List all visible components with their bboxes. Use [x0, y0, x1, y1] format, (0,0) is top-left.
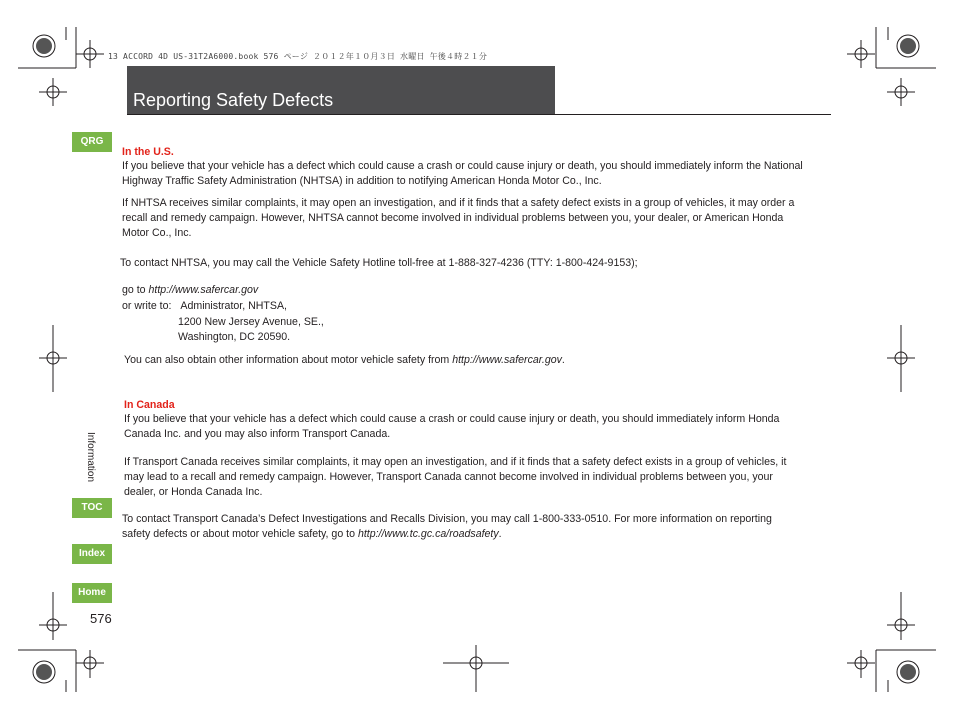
canada-paragraph-2: If Transport Canada receives similar complaints, it may open an investigation, and if it finds that a safety defect exists in a group of vehicles, it may lead to a recall and remedy campaign. However, Transport Canada cannot become involved in individual problems between you, your dealer, or Honda Canada Inc.: [124, 456, 787, 498]
canada-heading: In Canada: [124, 399, 175, 411]
us-paragraph-1: If you believe that your vehicle has a defect which could cause a crash or could cause injury or death, you should immediately inform the National Highway Traffic Safety Administration (NHTSA) in addition to notifying American Honda Motor Co., Inc.: [122, 160, 803, 187]
safercar-link-2[interactable]: http://www.safercar.gov: [452, 354, 562, 366]
title-rule: [127, 114, 831, 115]
address-line-1: Administrator, NHTSA,: [180, 300, 287, 312]
toc-button[interactable]: TOC: [72, 498, 112, 518]
write-prefix: or write to:: [122, 300, 172, 312]
address-line-3: Washington, DC 20590.: [178, 331, 291, 343]
safercar-link[interactable]: http://www.safercar.gov: [148, 284, 259, 296]
us-paragraph-2: If NHTSA receives similar complaints, it may open an investigation, and if it finds that a safety defect exists in a group of vehicles, it may order a recall and remedy campaign. However, NHTSA cannot become involved in individual problems between you, your dealer, or American Honda Motor Co., Inc.: [122, 197, 795, 239]
index-button[interactable]: Index: [72, 544, 112, 564]
qrg-button[interactable]: QRG: [72, 132, 112, 152]
tc-roadsafety-link[interactable]: http://www.tc.gc.ca/roadsafety: [357, 528, 499, 540]
canada-contact: [122, 512, 802, 542]
address-line-2: 1200 New Jersey Avenue, SE.,: [178, 316, 324, 328]
us-heading: In the U.S.: [122, 146, 174, 158]
home-button[interactable]: Home: [72, 583, 112, 603]
file-header: 13 ACCORD 4D US-31T2A6000.book 576 ページ ２０１２年１０月３日 水曜日 午後４時２１分: [108, 52, 488, 61]
title-bar: [127, 66, 555, 115]
us-contact: To contact NHTSA, you may call the Vehicle Safety Hotline toll-free at 1-888-327-4236 (TTY: 1-800-424-9153);: [120, 257, 638, 269]
other-prefix: You can also obtain other information about motor vehicle safety from: [124, 354, 453, 366]
canada-contact-suffix: .: [498, 528, 502, 540]
section-label: Information: [85, 432, 96, 483]
canada-contact-text: To contact Transport Canada’s Defect Investigations and Recalls Division, you may call 1-800-333-0510. For more information on reporting safety defects or about motor vehicle safety, go to: [122, 513, 772, 540]
page-number: 576: [90, 611, 112, 626]
page-title: Reporting Safety Defects: [133, 90, 334, 110]
other-suffix: .: [561, 354, 565, 366]
us-write-line: [122, 299, 822, 314]
canada-paragraph-1: If you believe that your vehicle has a defect which could cause a crash or could cause injury or death, you should immediately inform Honda Canada Inc. and you may also inform Transport Canada.: [124, 413, 780, 440]
us-other-info: [124, 353, 824, 368]
us-goto-line: [122, 283, 822, 298]
goto-prefix: go to: [122, 284, 149, 296]
